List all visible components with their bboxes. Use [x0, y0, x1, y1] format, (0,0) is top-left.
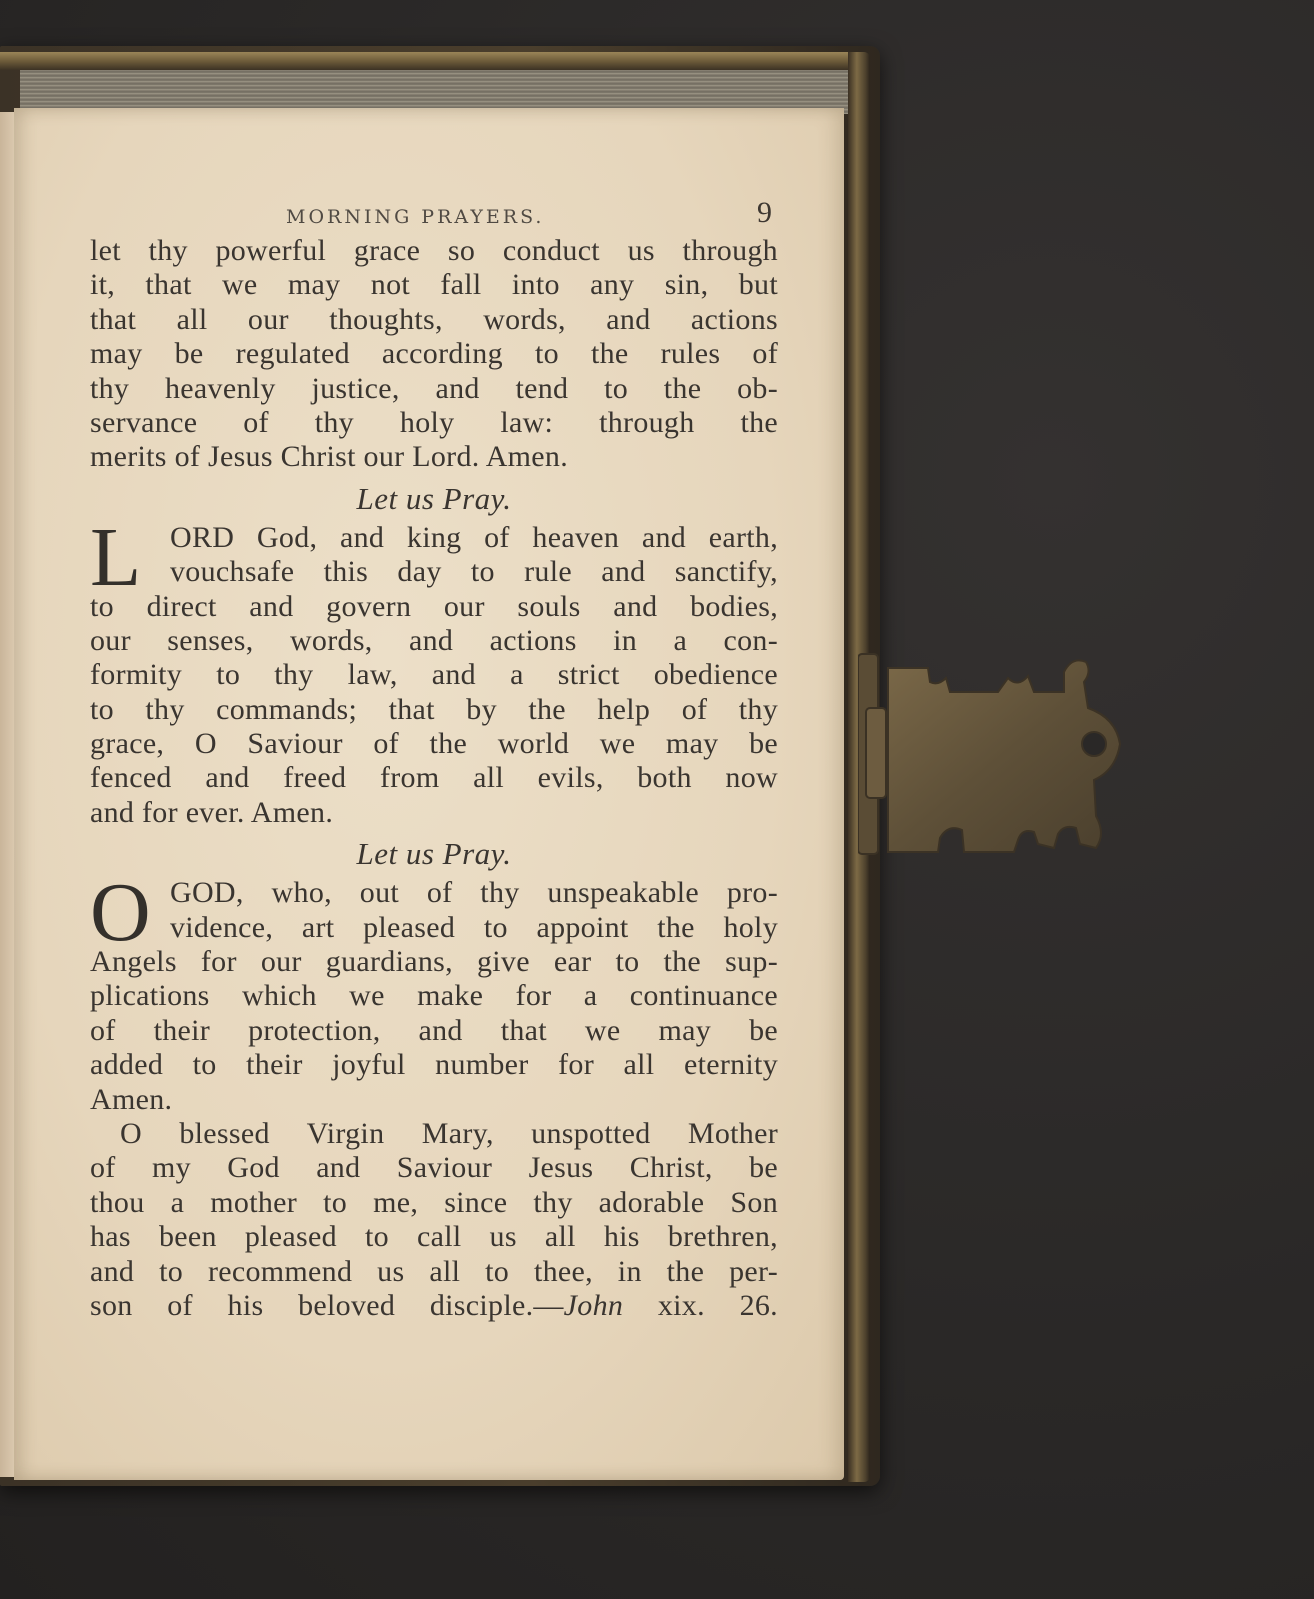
text-line: added to their joyful number for all eternity	[90, 1048, 778, 1082]
text-line: vidence, art pleased to appoint the holy	[170, 910, 778, 944]
text-line: of my God and Saviour Jesus Christ, be	[90, 1151, 778, 1185]
citation-reference: xix. 26.	[623, 1288, 778, 1322]
page-number: 9	[757, 196, 772, 229]
book-page	[14, 108, 844, 1480]
text-line: to thy commands; that by the help of thy	[90, 692, 778, 726]
text-line: ORD God, and king of heaven and earth,	[170, 520, 778, 554]
text-line: and for ever. Amen.	[90, 795, 334, 829]
text-line: grace, O Saviour of the world we may be	[90, 727, 778, 761]
text-line: formity to thy law, and a strict obedience	[90, 658, 778, 692]
text-line: thy heavenly justice, and tend to the ob-	[90, 371, 778, 405]
paragraph-virgin-mary	[90, 1117, 778, 1323]
text-line: of their protection, and that we may be	[90, 1013, 778, 1047]
drop-cap: L	[90, 510, 142, 604]
drop-cap: O	[90, 866, 151, 960]
running-title: MORNING PRAYERS.	[286, 206, 545, 228]
text-line: GOD, who, out of thy unspeakable pro-	[170, 876, 778, 910]
text-line: fenced and freed from all evils, both now	[90, 761, 778, 795]
text-line: that all our thoughts, words, and actions	[90, 302, 778, 336]
text-line: thou a mother to me, since thy adorable Son	[90, 1185, 778, 1219]
prayer-lord-god	[90, 510, 778, 831]
text-line: vouchsafe this day to rule and sanctify,	[170, 555, 778, 589]
text-line: to direct and govern our souls and bodies,	[90, 589, 778, 623]
text-line: Angels for our guardians, give ear to the sup-	[90, 945, 778, 979]
text-line: and to recommend us all to thee, in the per-	[90, 1254, 778, 1288]
text-line: O blessed Virgin Mary, unspotted Mother	[120, 1116, 778, 1150]
prayer-o-god	[90, 866, 778, 1117]
text-line: may be regulated according to the rules of	[90, 337, 778, 371]
section-heading: Let us Pray.	[356, 480, 512, 516]
text-line-citation	[90, 1289, 778, 1323]
text-line: Amen.	[90, 1082, 173, 1116]
brass-clasp-icon	[858, 648, 1128, 863]
paragraph-continuation	[90, 234, 778, 475]
text-line: it, that we may not fall into any sin, but	[90, 268, 778, 302]
page-text	[90, 194, 778, 1323]
text-line: plications which we make for a continuance	[90, 979, 778, 1013]
brass-edge-top	[0, 52, 868, 70]
text-line: let thy powerful grace so conduct us through	[90, 234, 778, 267]
section-heading: Let us Pray.	[356, 836, 512, 872]
text-line: merits of Jesus Christ our Lord. Amen.	[90, 440, 569, 474]
text-line: our senses, words, and actions in a con-	[90, 623, 778, 657]
text-line: has been pleased to call us all his brethren,	[90, 1220, 778, 1254]
citation-book: John	[563, 1288, 624, 1322]
text-fragment: son of his beloved disciple.—	[90, 1288, 564, 1322]
running-head	[90, 194, 778, 234]
text-line: servance of thy holy law: through the	[90, 405, 778, 439]
